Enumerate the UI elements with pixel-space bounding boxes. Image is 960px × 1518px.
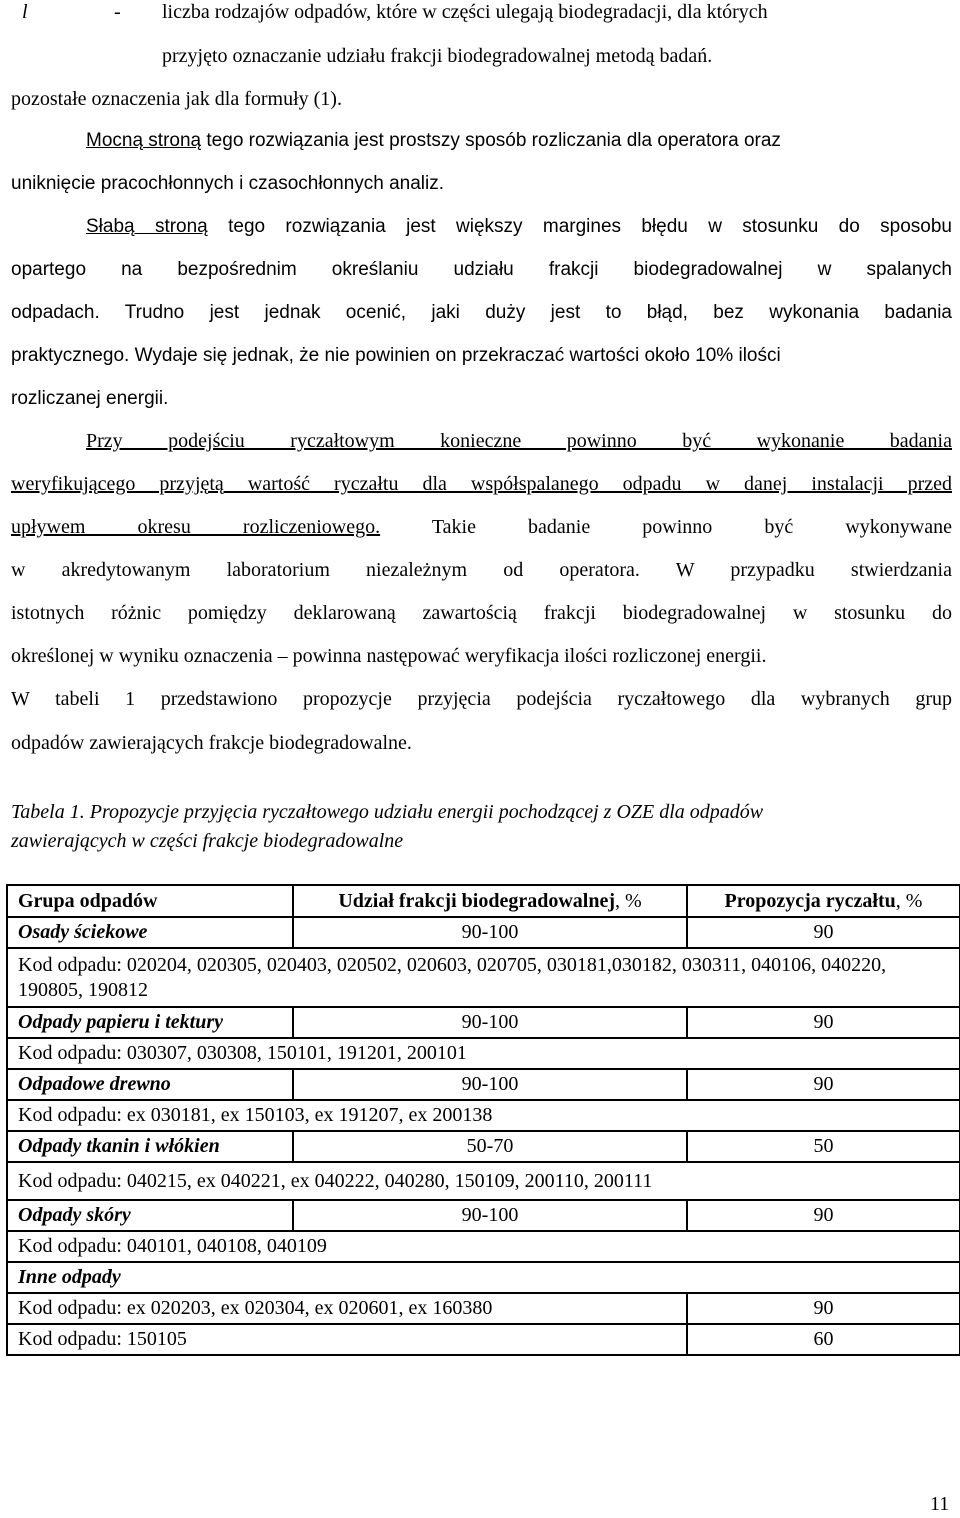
definition-symbol: l (22, 1, 28, 23)
other-symbols-note: pozostałe oznaczenia jak dla formuły (1). (11, 88, 342, 110)
group-name: Odpady skóry (7, 1200, 293, 1231)
group-name: Odpadowe drewno (7, 1069, 293, 1100)
share-value: 50-70 (293, 1131, 687, 1162)
table-row (7, 1324, 960, 1355)
group-name: Osady ściekowe (7, 917, 293, 948)
waste-codes: Kod odpadu: 020204, 020305, 020403, 020502, 020603, 020705, 030181,030182, 030311, 040106, 040220, 190805, 190812 (7, 948, 960, 1007)
definition-dash: - (114, 1, 121, 23)
flat-rate-value: 90 (687, 1069, 960, 1100)
header-group: Grupa odpadów (7, 885, 293, 917)
table-row (7, 917, 960, 948)
para-weak-line-2: opartego na bezpośrednim określaniu udziału frakcji biodegradowalnej w spalanych (11, 259, 952, 280)
waste-codes: Kod odpadu: 030307, 030308, 150101, 191201, 200101 (7, 1038, 960, 1069)
table-caption-line-1: Tabela 1. Propozycje przyjęcia ryczałtowego udziału energii pochodzącej z OZE dla odpadów (11, 801, 764, 823)
definition-line-1 (11, 0, 952, 24)
para-flat-line-2: weryfikującego przyjętą wartość ryczałtu dla współspalanego odpadu w danej instalacji przed (11, 473, 952, 495)
para-flat-line-3: upływem okresu rozliczeniowego. Takie badanie powinno być wykonywane (11, 516, 952, 538)
table-row (7, 1007, 960, 1038)
group-name: Odpady tkanin i włókien (7, 1131, 293, 1162)
share-value: 90-100 (293, 917, 687, 948)
page-number: 11 (930, 1493, 950, 1515)
para-weak-lead: Słabą stroną (86, 216, 208, 237)
table-row (7, 1231, 960, 1262)
waste-codes: Kod odpadu: ex 020203, ex 020304, ex 020601, ex 160380 (7, 1293, 687, 1324)
para-strong-lead: Mocną stroną (86, 130, 202, 151)
table-row (7, 1038, 960, 1069)
para-flat-line-6: określonej w wyniku oznaczenia – powinna następować weryfikacja ilości rozliczonej energii. (11, 645, 767, 667)
group-name: Inne odpady (7, 1262, 960, 1293)
para-weak-line-5: rozliczanej energii. (11, 388, 169, 409)
flat-rate-value: 90 (687, 1007, 960, 1038)
para-strong-line-2: uniknięcie pracochłonnych i czasochłonnych analiz. (11, 173, 445, 194)
para-weak-line-4: praktycznego. Wydaje się jednak, że nie powinien on przekraczać wartości około 10% ilości (11, 345, 781, 366)
table-row (7, 1200, 960, 1231)
share-value: 90-100 (293, 1007, 687, 1038)
table-row (7, 1131, 960, 1162)
flat-rate-value: 90 (687, 1200, 960, 1231)
table-caption-line-2: zawierających w części frakcje biodegradowalne (11, 830, 404, 852)
flat-rate-table (6, 884, 960, 1356)
table-row (7, 1293, 960, 1324)
header-flat-rate: Propozycja ryczałtu, % (687, 885, 960, 917)
table-row (7, 1100, 960, 1131)
flat-rate-value: 60 (687, 1324, 960, 1355)
para-strong-line-1: Mocną stroną tego rozwiązania jest prostszy sposób rozliczania dla operatora oraz (86, 130, 781, 151)
waste-codes: Kod odpadu: ex 030181, ex 150103, ex 191207, ex 200138 (7, 1100, 960, 1131)
flat-rate-value: 90 (687, 1293, 960, 1324)
para-flat-line-5: istotnych różnic pomiędzy deklarowaną zawartością frakcji biodegradowalnej w stosunku do (11, 602, 952, 624)
flat-rate-value: 90 (687, 917, 960, 948)
share-value: 90-100 (293, 1200, 687, 1231)
para-weak-line-3: odpadach. Trudno jest jednak ocenić, jaki duży jest to błąd, bez wykonania badania (11, 302, 952, 323)
flat-rate-value: 50 (687, 1131, 960, 1162)
para-flat-line-4: w akredytowanym laboratorium niezależnym od operatora. W przypadku stwierdzania (11, 559, 952, 581)
definition-text-1: liczba rodzajów odpadów, które w części ulegają biodegradacji, dla których (162, 1, 768, 23)
waste-codes: Kod odpadu: 040101, 040108, 040109 (7, 1231, 960, 1262)
share-value: 90-100 (293, 1069, 687, 1100)
table-row (7, 948, 960, 1007)
waste-codes: Kod odpadu: 150105 (7, 1324, 687, 1355)
para-flat-line-7: W tabeli 1 przedstawiono propozycje przyjęcia podejścia ryczałtowego dla wybranych grup (11, 688, 952, 710)
definition-text-2: przyjęto oznaczanie udziału frakcji biodegradowalnej metodą badań. (162, 45, 713, 67)
waste-codes: Kod odpadu: 040215, ex 040221, ex 040222, 040280, 150109, 200110, 200111 (7, 1162, 960, 1200)
table-row (7, 1262, 960, 1293)
table-row (7, 1069, 960, 1100)
table-header-row (7, 885, 960, 917)
para-flat-line-8: odpadów zawierających frakcje biodegradowalne. (11, 732, 412, 754)
para-flat-line-1: Przy podejściu ryczałtowym konieczne powinno być wykonanie badania (86, 430, 952, 452)
group-name: Odpady papieru i tektury (7, 1007, 293, 1038)
header-share: Udział frakcji biodegradowalnej, % (293, 885, 687, 917)
para-weak-line-1: Słabą stroną tego rozwiązania jest większy margines błędu w stosunku do sposobu (86, 216, 952, 237)
table-row (7, 1162, 960, 1200)
